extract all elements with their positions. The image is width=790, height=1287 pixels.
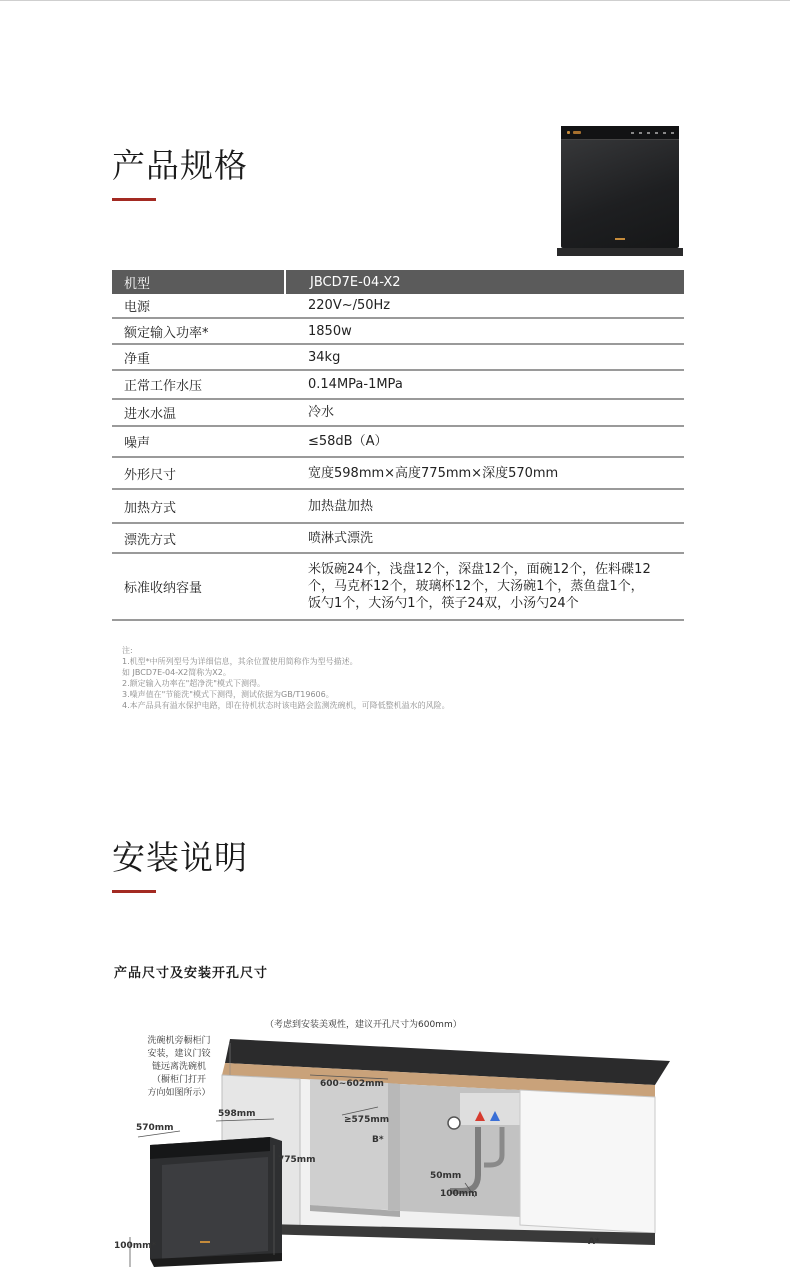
product-image xyxy=(557,120,683,258)
spec-value: 1850w xyxy=(308,323,352,339)
side-note-line: 链远离洗碗机 xyxy=(151,1062,206,1072)
spec-row xyxy=(112,294,684,319)
spec-row xyxy=(112,345,684,371)
spec-value: 0.14MPa-1MPa xyxy=(308,377,403,392)
title-accent-bar xyxy=(112,198,156,201)
spec-value-line: 饭勺1个，大汤勺1个，筷子24双，小汤勺24个 xyxy=(308,596,579,611)
side-note-line: 洗碗机旁橱柜门 xyxy=(147,1036,211,1046)
spec-row xyxy=(112,371,684,400)
spec-value: JBCD7E-04-X2 xyxy=(284,270,684,294)
top-divider xyxy=(0,0,790,1)
spec-value: 220V~/50Hz xyxy=(308,298,391,313)
installation-diagram xyxy=(110,1005,680,1287)
section-title-install: 安装说明 xyxy=(112,838,248,877)
depth-575-label: ≥575mm xyxy=(344,1115,390,1125)
spec-key: 机型 xyxy=(124,276,151,292)
spec-key: 外形尺寸 xyxy=(124,467,177,483)
spec-row xyxy=(112,427,684,458)
footnotes xyxy=(122,645,450,711)
side-note-line: 方向如图所示） xyxy=(147,1088,211,1098)
a-mark: A* xyxy=(588,1237,600,1247)
section-title-specs: 产品规格 xyxy=(112,146,248,185)
spec-table xyxy=(112,270,684,621)
spec-key: 额定输入功率* xyxy=(124,325,209,341)
spec-row xyxy=(112,490,684,524)
spec-row xyxy=(112,524,684,554)
spec-row xyxy=(112,554,684,621)
spec-key: 噪声 xyxy=(124,436,151,451)
title-accent-bar xyxy=(112,890,156,893)
footnote-line: 如 JBCD7E-04-X2简称为X2。 xyxy=(122,668,231,677)
height-100-label: 100mm* xyxy=(114,1241,157,1251)
spec-value-multiline xyxy=(284,561,684,612)
install-subtitle: 产品尺寸及安装开孔尺寸 xyxy=(114,966,269,981)
side-note xyxy=(134,1035,224,1100)
spec-value: 34kg xyxy=(308,349,341,365)
side-note-line: 安装，建议门铰 xyxy=(147,1049,211,1059)
spec-row xyxy=(112,458,684,490)
spec-key: 净重 xyxy=(124,351,151,367)
spec-key: 正常工作水压 xyxy=(124,379,203,394)
spec-value: 冷水 xyxy=(308,405,335,420)
footnote-line: 注: xyxy=(122,646,133,655)
spec-value-line: 米饭碗24个，浅盘12个，深盘12个，面碗12个，佐料碟12 xyxy=(308,562,651,577)
spec-header-row xyxy=(112,270,684,294)
spec-row xyxy=(112,400,684,427)
width-598-label: 598mm xyxy=(218,1109,256,1119)
pipe-50-label: 50mm xyxy=(430,1171,462,1181)
side-note-line: （橱柜门打开 xyxy=(151,1075,206,1085)
footnote-line: 2.额定输入功率在"超净洗"模式下测得。 xyxy=(122,679,265,688)
opening-width-label: 600~602mm xyxy=(320,1079,384,1089)
b-mark: B* xyxy=(372,1135,384,1145)
footnote-line: 3.噪声值在"节能洗"模式下测得，测试依据为GB/T19606。 xyxy=(122,690,334,699)
spec-value-line: 个，马克杯12个，玻璃杯12个，大汤碗1个，蒸鱼盘1个， xyxy=(308,579,644,594)
spec-key: 电源 xyxy=(124,300,151,315)
spec-value: ≤58dB（A） xyxy=(308,434,388,449)
spec-key: 漂洗方式 xyxy=(124,532,177,548)
depth-570-label: 570mm xyxy=(136,1123,174,1133)
spec-value: 喷淋式漂洗 xyxy=(308,530,374,546)
spec-key: 进水水温 xyxy=(124,407,177,422)
footnote-line: 4.本产品具有溢水保护电路，即在待机状态时该电路会监测洗碗机，可降低整机溢水的风险。 xyxy=(122,701,450,710)
spec-key: 加热方式 xyxy=(124,500,177,516)
spec-value: 加热盘加热 xyxy=(308,498,374,514)
footnote-line: 1.机型*中所列型号为详细信息，其余位置使用简称作为型号描述。 xyxy=(122,657,358,666)
hint-label: （考虑到安装美观性，建议开孔尺寸为600mm） xyxy=(265,1020,462,1030)
pipe-100-label: 100mm xyxy=(440,1189,478,1199)
spec-value: 宽度598mm×高度775mm×深度570mm xyxy=(308,465,559,481)
spec-key: 标准收纳容量 xyxy=(124,581,203,596)
height-775-label: 775mm xyxy=(278,1155,316,1165)
spec-row xyxy=(112,319,684,345)
